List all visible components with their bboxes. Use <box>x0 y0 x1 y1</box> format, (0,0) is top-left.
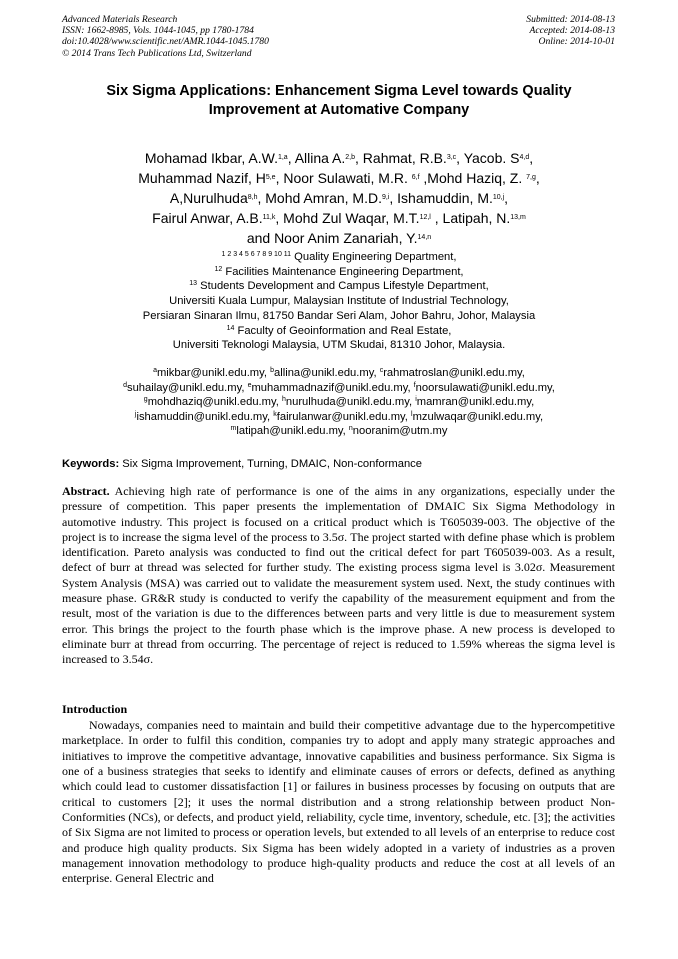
author-line: Fairul Anwar, A.B.$^{11,k}$, Mohd Zul Waqar, M.T.$^{12,l}$ , Latipah, N.$^{13,m}$ <box>152 210 526 226</box>
affiliation-line: Universiti Kuala Lumpur, Malaysian Institute of Industrial Technology, <box>169 295 509 308</box>
journal-doi: doi:10.4028/www.scientific.net/AMR.1044-1045.1780 <box>62 36 269 48</box>
email-link[interactable]: noorsulawati@unikl.edu.my, <box>415 381 555 394</box>
affiliation-line: Universiti Teknologi Malaysia, UTM Skudai, 81310 Johor, Malaysia. <box>172 339 506 352</box>
abstract <box>62 484 615 668</box>
affiliation-line: $^{13}$ Students Development and Campus Lifestyle Department, <box>189 280 489 293</box>
introduction-heading: Introduction <box>62 702 128 716</box>
author-line: Muhammad Nazif, H$^{5,e}$, Noor Sulawati, M.R. $^{6,f}$ ,Mohd Haziq, Z. $^{7,g}$, <box>138 170 540 186</box>
email-link[interactable]: mzulwaqar@unikl.edu.my, <box>412 410 544 423</box>
abstract-label: Abstract. <box>62 484 110 498</box>
email-link[interactable]: rahmatroslan@unikl.edu.my, <box>383 367 525 379</box>
paper-title <box>60 82 618 119</box>
email-line: $^m$latipah@unikl.edu.my, $^n$nooranim@utm.my <box>230 425 448 438</box>
email-link[interactable]: mohdhaziq@unikl.edu.my, <box>147 396 282 409</box>
journal-issn: ISSN: 1662-8985, Vols. 1044-1045, pp 1780-1784 <box>62 25 254 37</box>
journal-copyright: © 2014 Trans Tech Publications Ltd, Switzerland <box>62 47 252 59</box>
email-link[interactable]: nurulhuda@unikl.edu.my, <box>285 396 416 409</box>
affiliation-line: $^{12}$ Facilities Maintenance Engineering Department, <box>214 265 464 278</box>
affiliation-line: Persiaran Sinaran Ilmu, 81750 Bandar Seri Alam, Johor Bahru, Johor, Malaysia <box>142 309 536 322</box>
email-link[interactable]: latipah@unikl.edu.my, <box>236 425 349 438</box>
keywords-label: Keywords: <box>62 458 120 470</box>
keywords <box>62 457 618 471</box>
affiliations <box>60 250 618 353</box>
email-link[interactable]: ishamuddin@unikl.edu.my, <box>136 410 274 423</box>
email-link[interactable]: suhailay@unikl.edu.my, <box>126 381 248 394</box>
email-link[interactable]: mamran@unikl.edu.my, <box>416 396 535 409</box>
title-line: Improvement at Automative Company <box>208 101 470 118</box>
email-link[interactable]: mikbar@unikl.edu.my, <box>156 367 271 379</box>
online-date: Online: 2014-10-01 <box>538 36 615 48</box>
journal-header <box>62 14 269 59</box>
submitted-date: Submitted: 2014-08-13 <box>526 14 615 25</box>
author-line: and Noor Anim Zanariah, Y.$^{14,n}$ <box>246 230 432 246</box>
email-line: $^g$mohdhaziq@unikl.edu.my, $^h$nurulhuda@unikl.edu.my, $^i$mamran@unikl.edu.my, <box>143 396 535 409</box>
introduction-text: Nowadays, companies need to maintain and build their competitive advantage due to the hypercompetitive marketplace. In order to fulfil this condition, companies try to adopt and apply many strategic approaches and initiatives to improve the competitive advantage, innovative capabilities and business performance. Six Sigma is one of a business strategies that seeks to identify and eliminate causes of errors or defects, defined as anything which could lead to customer dissatisfaction [1] or failures in business processes by focusing on outputs that are critical to customers [2]; it uses the normal distribution and a strong relationship between product Non-Conformities (NCs), or defects, and product yield, reliability, cycle time, inventory, schedule, etc. [3]; the activities of Six Sigma are not limited to process or operation levels, but extended to all levels of an enterprise to reduce cost and produce high quality products. Six Sigma has been widely adopted in a variety of industries as a proven management innovation methodology to produce high-quality products and reduce the cost at all levels of an enterprise. General Electric and <box>62 718 615 886</box>
keywords-text: Six Sigma Improvement, Turning, DMAIC, Non-conformance <box>119 458 422 470</box>
author-emails <box>60 366 618 439</box>
email-link[interactable]: nooranim@utm.my <box>352 425 448 438</box>
author-list <box>60 148 618 248</box>
affiliation-line: $^{14}$ Faculty of Geoinformation and Real Estate, <box>226 324 452 337</box>
email-line: $^d$suhailay@unikl.edu.my, $^e$muhammadnazif@unikl.edu.my, $^f$noorsulawati@unikl.edu.my, <box>123 381 555 394</box>
affiliation-line: $^{1 2 3 4 5 6 7 8 9 10 11}$ Quality Engineering Department, <box>221 251 457 263</box>
email-line: $^a$mikbar@unikl.edu.my, $^b$allina@unikl.edu.my, $^c$rahmatroslan@unikl.edu.my, <box>153 367 525 379</box>
email-link[interactable]: muhammadnazif@unikl.edu.my, <box>251 381 414 394</box>
email-line: $^j$ishamuddin@unikl.edu.my, $^k$fairulanwar@unikl.edu.my, $^l$mzulwaqar@unikl.edu.my, <box>134 410 544 423</box>
accepted-date: Accepted: 2014-08-13 <box>529 25 615 37</box>
submission-dates <box>526 14 615 48</box>
email-link[interactable]: allina@unikl.edu.my, <box>274 367 380 379</box>
journal-name: Advanced Materials Research <box>62 14 178 25</box>
email-link[interactable]: fairulanwar@unikl.edu.my, <box>276 410 411 423</box>
abstract-text: Achieving high rate of performance is one of the aims in any organizations, especially under the pressure of competition. This paper presents the implementation of DMAIC Six Sigma Methodology in automotive industry. This project is focused on a critical product which is T605039-003. The objective of the project is to increase the sigma level of the process to 3.5σ. The project started with define phase which is problem identification. Pareto analysis was conducted to find out the critical defect for part T605039-003. As a result, defect of burr at thread was selected for further study. The existing process sigma level is 3.02σ. Measurement System Analysis (MSA) was carried out to validate the measurement system used. Next, the study continues with measure phase. GR&R study is conducted to verify the capability of the measurement equipment and from the result, most of the variation is due to the differences between parts and very little is due to measurement system error. This brings the project to the fourth phase which is the improve phase. A new process is developed to eliminate burr at thread from occurring. The percentage of reject is reduced to 1.59% whereas the sigma level is increased to 3.54σ. <box>62 484 615 667</box>
title-line: Six Sigma Applications: Enhancement Sigma Level towards Quality <box>106 83 572 99</box>
author-line: Mohamad Ikbar, A.W.$^{1,a}$, Allina A.$^{2,b}$, Rahmat, R.B.$^{3,c}$, Yacob. S$^{4,d}$, <box>144 150 534 166</box>
author-line: A,Nurulhuda$^{8,h}$, Mohd Amran, M.D.$^{9,i}$, Ishamuddin, M.$^{10,j}$, <box>169 190 509 206</box>
